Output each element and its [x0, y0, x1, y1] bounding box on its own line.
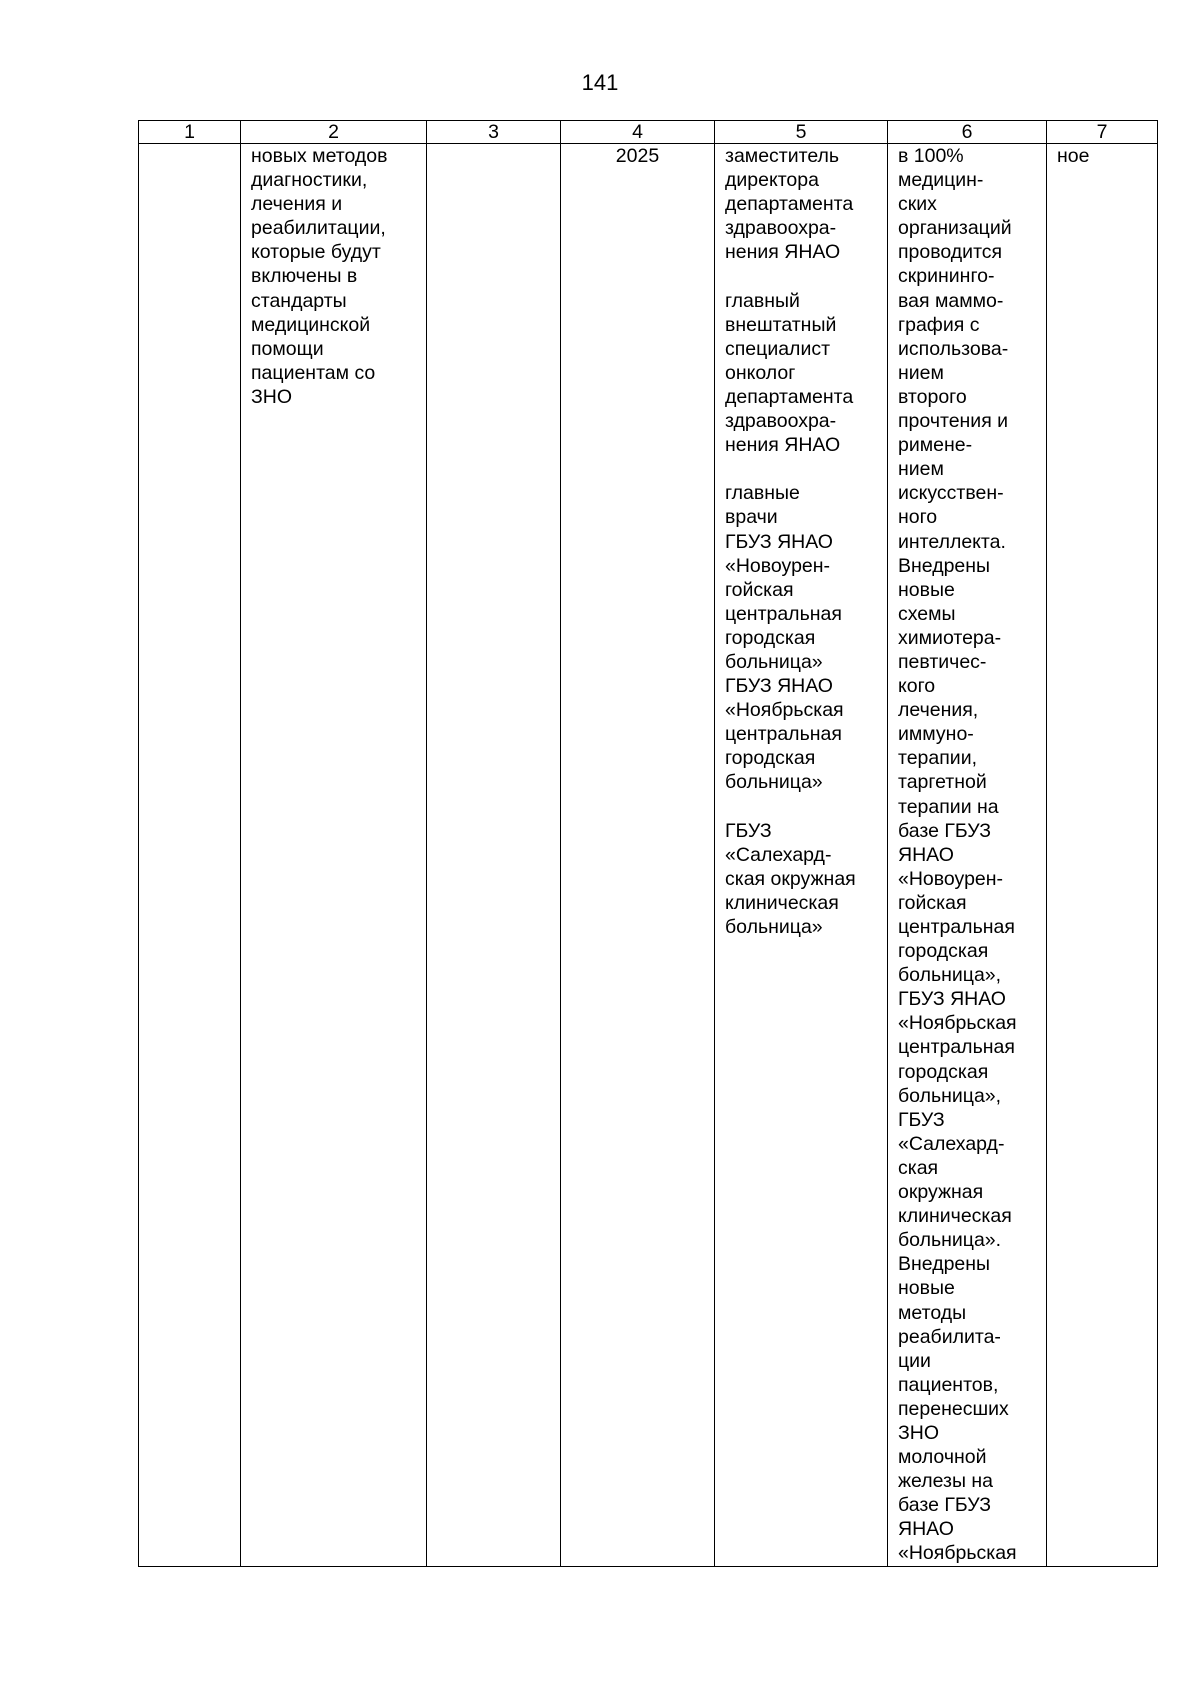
cell-col-6-text: в 100% медицин- ских организаций проводится скрининго- вая маммо- графия с использова- нием второго прочтения и римене- нием искусствен- ного интеллекта. Внедрены новые схемы химиотера- певтичес- кого лечения, иммуно- терапии, таргетной терапии на базе ГБУЗ ЯНАО «Новоурен- гойская центральная городская больница», ГБУЗ ЯНАО «Ноябрьская центральная городская больница», ГБУЗ «Салехард- ская окружная клиническая больница». Внедрены новые методы реабилита- ции пациентов, перенесших ЗНО молочной железы на базе ГБУЗ ЯНАО «Ноябрьская [898, 145, 1017, 1565]
cell-col-4 [561, 144, 715, 1567]
column-header-5: 5 [715, 121, 888, 144]
table-header-row [139, 121, 1158, 144]
cell-col-5-text: заместитель директора департамента здравоохра- нения ЯНАО главный внештатный специалист онколог департамента здравоохра- нения ЯНАО главные врачи ГБУЗ ЯНАО «Новоурен- гойская центральная городская больница» ГБУЗ ЯНАО «Ноябрьская центральная городская больница» ГБУЗ «Салехард- ская окружная клиническая больница» [725, 145, 856, 938]
cell-col-5 [715, 144, 888, 1567]
table-row [139, 144, 1158, 1567]
cell-col-2-text: новых методов диагностики, лечения и реабилитации, которые будут включены в стандарты медицинской помощи пациентам со ЗНО [251, 145, 388, 408]
cell-col-7 [1047, 144, 1158, 1567]
column-header-1: 1 [139, 121, 241, 144]
cell-col-4-year: 2025 [615, 145, 660, 167]
column-header-4: 4 [561, 121, 715, 144]
document-table [138, 120, 1158, 1567]
cell-col-3 [427, 144, 561, 1567]
column-header-3: 3 [427, 121, 561, 144]
column-header-2: 2 [241, 121, 427, 144]
cell-col-1 [139, 144, 241, 1567]
cell-col-6 [888, 144, 1047, 1567]
cell-col-2 [241, 144, 427, 1567]
column-header-6: 6 [888, 121, 1047, 144]
page-number: 141 [581, 70, 619, 95]
column-header-7: 7 [1047, 121, 1158, 144]
cell-col-7-text: ное [1057, 145, 1090, 167]
